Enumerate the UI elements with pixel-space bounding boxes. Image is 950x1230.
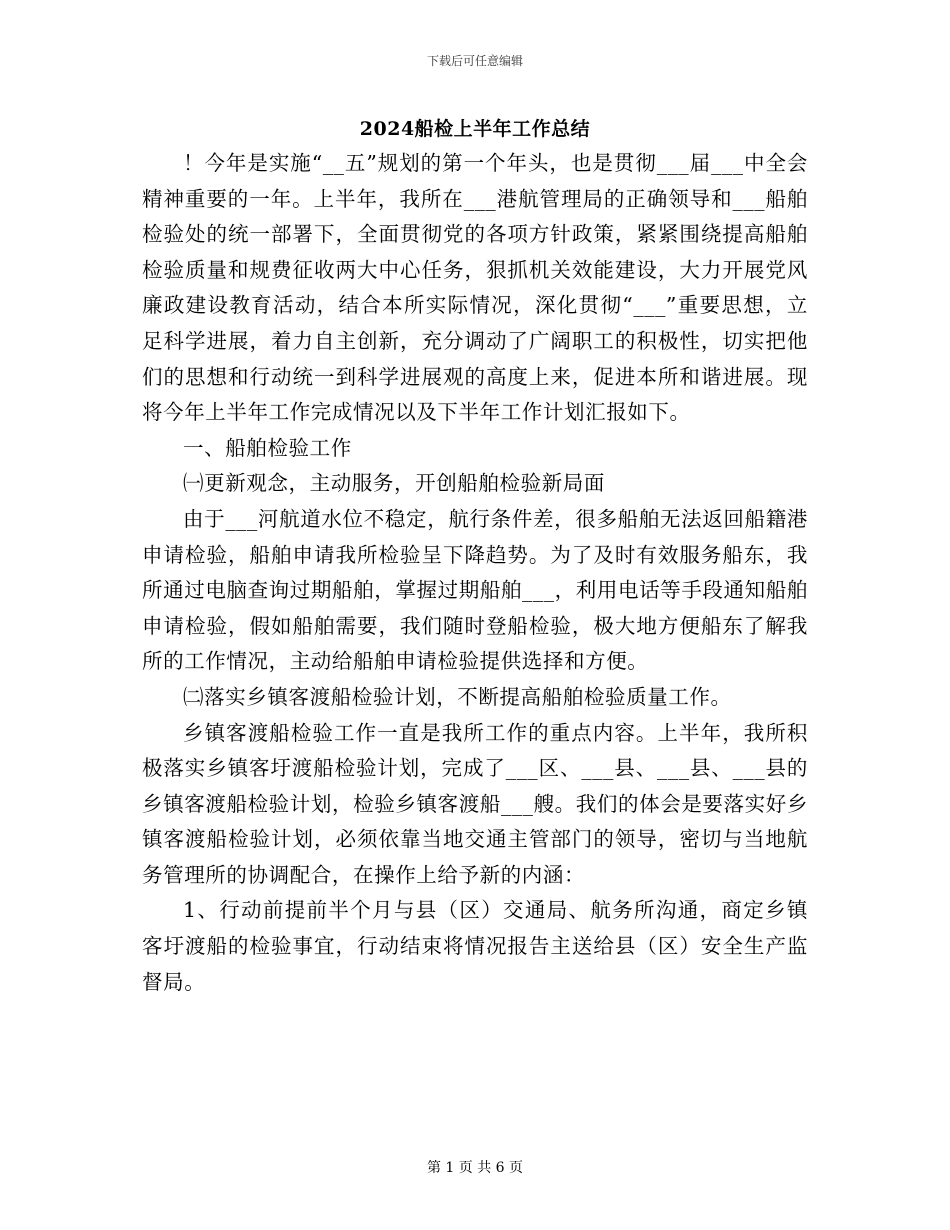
document-body [142, 146, 808, 1000]
page-footer: 第 1 页 共 6 页 [426, 1160, 524, 1176]
subsection-heading-2: ㈡落实乡镇客渡船检验计划，不断提高船舶检验质量工作。 [183, 684, 732, 709]
paragraph-subsection-2: 乡镇客渡船检验工作一直是我所工作的重点内容。上半年，我所积极落实乡镇客圩渡船检验计划，完成了___区、___县、___县、___县的乡镇客渡船检验计划，检验乡镇客渡船___艘。我们的体会是要落实好乡镇客渡船检验计划，必须依靠当地交通主管部门的领导，密切与当地航务管理所的协调配合，在操作上给予新的内涵： [142, 720, 808, 887]
subsection-heading-1: ㈠更新观念，主动服务，开创船舶检验新局面 [183, 471, 605, 496]
paragraph-subsection-1: 由于___河航道水位不稳定，航行条件差，很多船舶无法返回船籍港申请检验，船舶申请我所检验呈下降趋势。为了及时有效服务船东，我所通过电脑查询过期船舶，掌握过期船舶___，利用电话等手段通知船舶申请检验，假如船舶需要，我们随时登船检验，极大地方便船东了解我所的工作情况，主动给船舶申请检验提供选择和方便。 [142, 506, 808, 674]
document-title: 2024船检上半年工作总结 [359, 118, 591, 140]
paragraph-intro: ！今年是实施“__五”规划的第一个年头，也是贯彻___届___中全会精神重要的一年。上半年，我所在___港航管理局的正确领导和___船舶检验处的统一部署下，全面贯彻党的各项方针政策，紧紧围绕提高船舶检验质量和规费征收两大中心任务，狠抓机关效能建设，大力开展党风廉政建设教育活动，结合本所实际情况，深化贯彻“___”重要思想，立足科学进展，着力自主创新，充分调动了广阔职工的积极性，切实把他们的思想和行动统一到科学进展观的高度上来，促进本所和谐进展。现将今年上半年工作完成情况以及下半年工作计划汇报如下。 [142, 151, 808, 425]
list-item-1: 1、行动前提前半个月与县（区）交通局、航务所沟通，商定乡镇客圩渡船的检验事宜，行动结束将情况报告主送给县（区）安全生产监督局。 [142, 898, 808, 994]
header-note: 下载后可任意编辑 [426, 54, 523, 68]
section-heading-ship-inspection: 一、船舶检验工作 [183, 435, 352, 460]
